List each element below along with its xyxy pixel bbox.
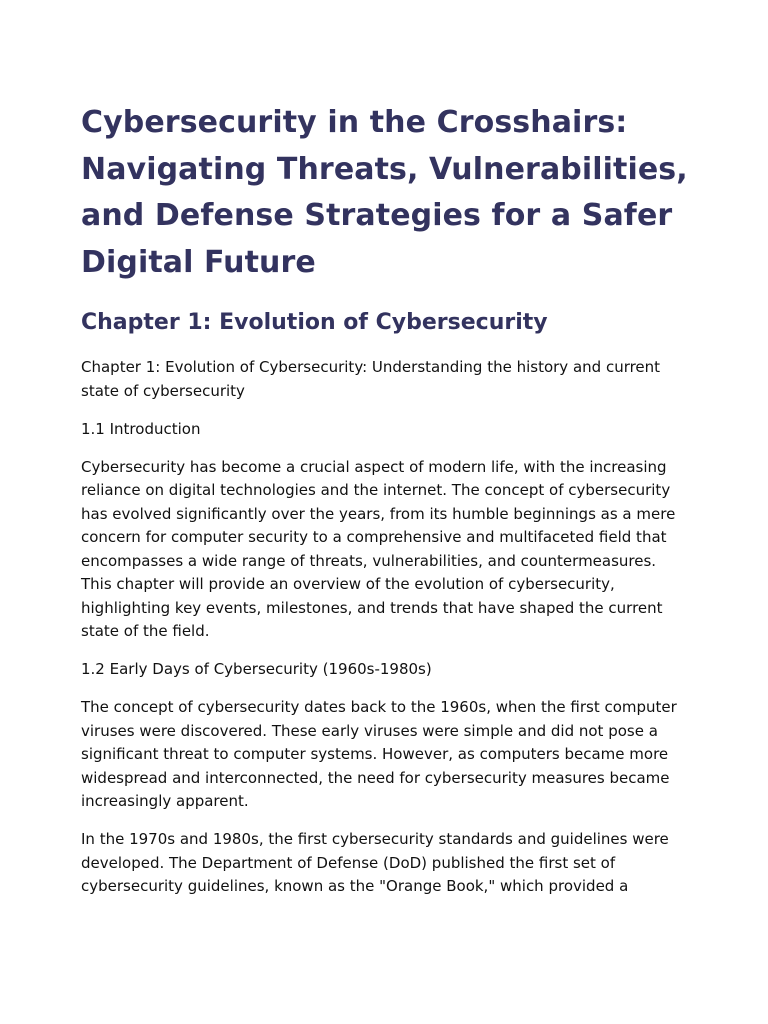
body-paragraph: Cybersecurity has become a crucial aspect of modern life, with the increasing reliance on digital technologies and the internet. The concept of cybersecurity has evolved significantly over the years, from its humble beginnings as a mere concern for computer security to a comprehensive and multifaceted field that encompasses a wide range of threats, vulnerabilities, and countermeasures. This chapter will provide an overview of the evolution of cybersecurity, highlighting key events, milestones, and trends that have shaped the current state of the field. <box>81 457 676 640</box>
body-paragraph: The concept of cybersecurity dates back to the 1960s, when the first computer viruses were discovered. These early viruses were simple and did not pose a significant threat to computer systems. However, as computers became more widespread and interconnected, the need for cybersecurity measures became increasingly apparent. <box>81 698 677 810</box>
document-title: Cybersecurity in the Crosshairs: Navigating Threats, Vulnerabilities, and Defense Strategies for a Safer Digital Future <box>81 105 688 280</box>
chapter-heading: Chapter 1: Evolution of Cybersecurity <box>81 310 548 335</box>
section-heading-early-days: 1.2 Early Days of Cybersecurity (1960s-1980s) <box>81 660 432 678</box>
chapter-subtitle-paragraph: Chapter 1: Evolution of Cybersecurity: Understanding the history and current state of cybersecurity <box>81 358 661 400</box>
body-paragraph: In the 1970s and 1980s, the first cybersecurity standards and guidelines were developed. The Department of Defense (DoD) published the first set of cybersecurity guidelines, known as the "Orange Book," which provided a <box>81 830 669 895</box>
document-page <box>81 100 691 899</box>
section-heading-introduction: 1.1 Introduction <box>81 419 201 438</box>
